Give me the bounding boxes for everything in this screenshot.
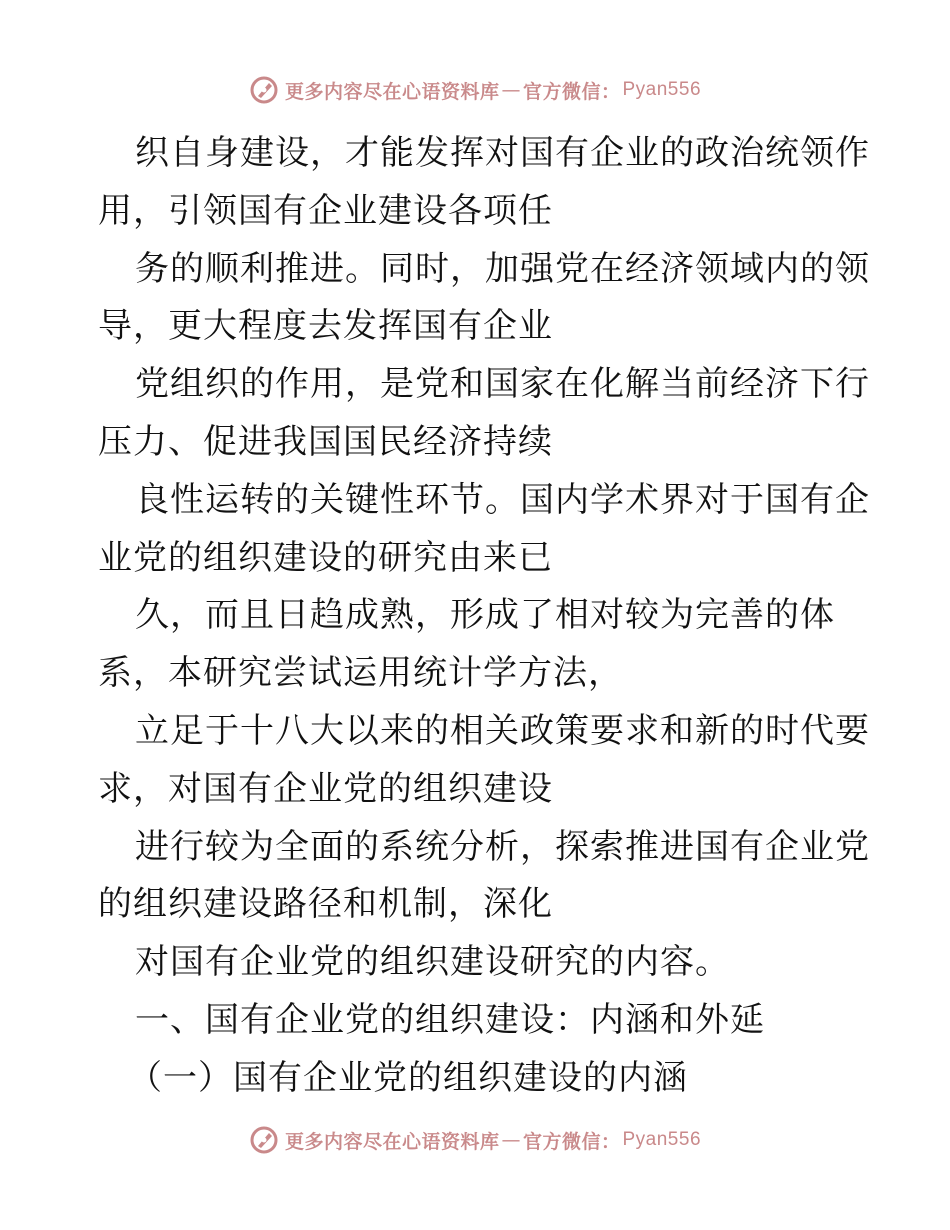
body-line: 进行较为全面的系统分析，探索推进国有企业党 bbox=[135, 826, 870, 867]
watermark-text: 更多内容尽在心语资料库 bbox=[284, 1130, 500, 1153]
watermark-wechat-id: Pyan556 bbox=[622, 79, 702, 100]
document-body bbox=[98, 125, 870, 1108]
body-line: 求，对国有企业党的组织建设 bbox=[98, 768, 553, 809]
body-line: 对国有企业党的组织建设研究的内容。 bbox=[135, 942, 730, 983]
pen-logo-icon bbox=[249, 75, 279, 105]
body-line: 用，引领国有企业建设各项任 bbox=[98, 190, 553, 231]
watermark-text: 更多内容尽在心语资料库 bbox=[284, 80, 500, 103]
body-line: 立足于十八大以来的相关政策要求和新的时代要 bbox=[135, 710, 870, 751]
subsection-heading: （一）国有企业党的组织建设的内涵 bbox=[128, 1057, 688, 1098]
header-watermark bbox=[0, 70, 950, 110]
footer-watermark bbox=[0, 1120, 950, 1160]
body-line: 织自身建设，才能发挥对国有企业的政治统领作 bbox=[135, 133, 870, 173]
body-line: 务的顺利推进。同时，加强党在经济领域内的领 bbox=[135, 248, 870, 289]
body-line: 的组织建设路径和机制，深化 bbox=[98, 884, 553, 925]
body-line: 党组织的作用，是党和国家在化解当前经济下行 bbox=[135, 364, 870, 405]
watermark-wechat-id: Pyan556 bbox=[622, 1129, 702, 1150]
section-heading: 一、国有企业党的组织建设：内涵和外延 bbox=[135, 999, 765, 1040]
body-line: 系，本研究尝试运用统计学方法， bbox=[98, 653, 623, 694]
pen-logo-icon bbox=[249, 1125, 279, 1155]
watermark-wechat-label: 官方微信： bbox=[522, 80, 621, 103]
body-line: 导，更大程度去发挥国有企业 bbox=[98, 306, 553, 347]
watermark-separator: — bbox=[501, 79, 521, 101]
body-line: 压力、促进我国国民经济持续 bbox=[98, 421, 553, 462]
watermark-wechat-label: 官方微信： bbox=[522, 1130, 621, 1153]
body-line: 良性运转的关键性环节。国内学术界对于国有企 bbox=[135, 479, 870, 520]
watermark-separator: — bbox=[501, 1129, 521, 1151]
body-line: 久，而且日趋成熟，形成了相对较为完善的体 bbox=[135, 595, 835, 636]
body-line: 业党的组织建设的研究由来已 bbox=[98, 537, 553, 578]
